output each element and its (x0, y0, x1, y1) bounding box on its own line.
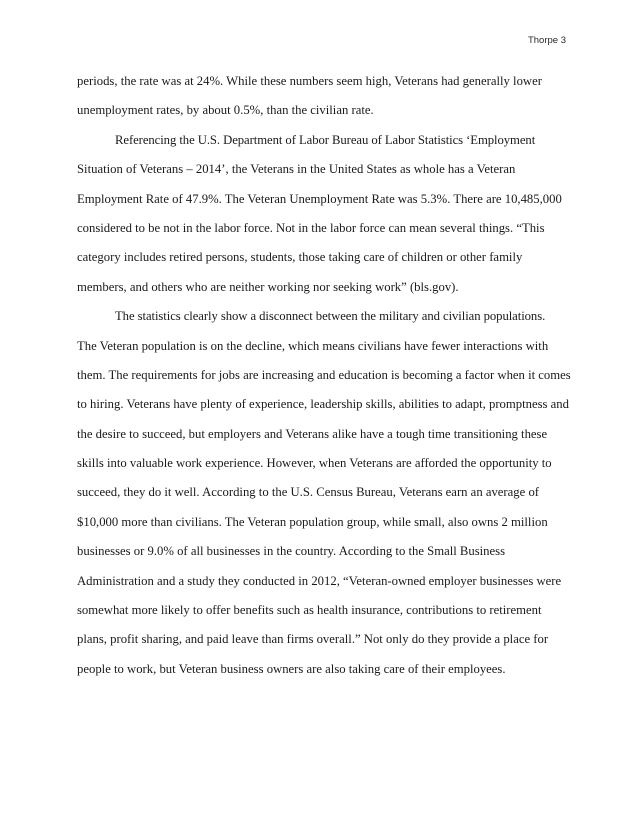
text-line: plans, profit sharing, and paid leave than firms overall.” Not only do they provide a place for (77, 632, 549, 647)
page-header: Thorpe 3 (527, 35, 566, 46)
text-line: succeed, they do it well. According to the U.S. Census Bureau, Veterans earn an average of (77, 485, 540, 500)
text-line: members, and others who are neither working nor seeking work” (bls.gov). (77, 279, 459, 294)
text-line: category includes retired persons, students, those taking care of children or other family (77, 250, 523, 265)
text-line: unemployment rates, by about 0.5%, than the civilian rate. (77, 103, 374, 118)
body-text (77, 67, 571, 684)
text-line: somewhat more likely to offer benefits such as health insurance, contributions to retirement (77, 603, 542, 618)
text-line: skills into valuable work experience. However, when Veterans are afforded the opportunity to (77, 456, 552, 471)
text-line: businesses or 9.0% of all businesses in the country. According to the Small Business (77, 544, 506, 559)
text-line: them. The requirements for jobs are increasing and education is becoming a factor when it comes (77, 367, 571, 382)
text-line: $10,000 more than civilians. The Veteran population group, while small, also owns 2 million (77, 514, 548, 529)
text-line: Employment Rate of 47.9%. The Veteran Unemployment Rate was 5.3%. There are 10,485,000 (77, 191, 562, 206)
text-line: Referencing the U.S. Department of Labor Bureau of Labor Statistics ‘Employment (115, 132, 536, 147)
text-line: The Veteran population is on the decline, which means civilians have fewer interactions with (77, 338, 549, 353)
text-line: to hiring. Veterans have plenty of experience, leadership skills, abilities to adapt, promptness and (77, 397, 569, 412)
text-line: Administration and a study they conducted in 2012, “Veteran-owned employer businesses were (77, 573, 562, 588)
text-line: The statistics clearly show a disconnect between the military and civilian populations. (115, 309, 546, 324)
text-line: the desire to succeed, but employers and Veterans alike have a tough time transitioning these (77, 426, 548, 441)
text-line: periods, the rate was at 24%. While these numbers seem high, Veterans had generally lower (77, 74, 542, 88)
text-line: Situation of Veterans – 2014’, the Veterans in the United States as whole has a Veteran (77, 162, 516, 177)
text-line: people to work, but Veteran business owners are also taking care of their employees. (77, 661, 506, 676)
text-line: considered to be not in the labor force. Not in the labor force can mean several things. “This (77, 220, 545, 235)
